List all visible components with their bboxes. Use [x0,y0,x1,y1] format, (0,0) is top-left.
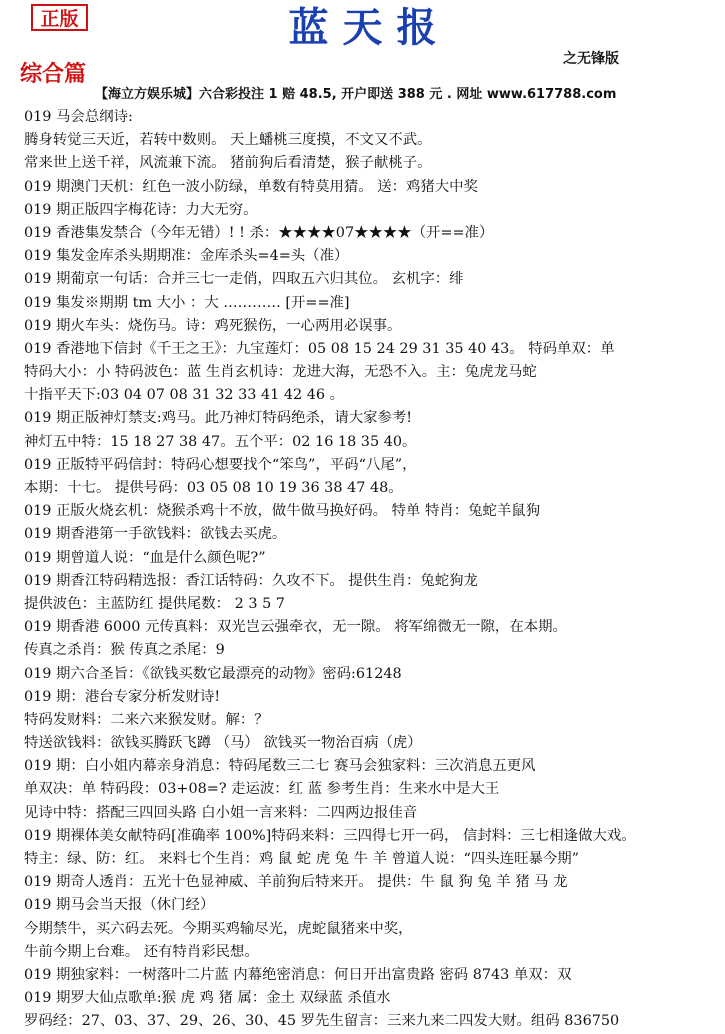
text-line: 传真之杀肖：猴 传真之杀尾：9 [24,642,225,659]
text-line: 019 期裸体美女献特码[准确率 100%]特码来料：三四得七开一码， 信封料：三七相逢做大戏。 [24,827,636,844]
text-line: 见诗中特：搭配三四回头路 白小姐一言来料：二四两边报佳音 [24,804,418,821]
text-line: 019 期罗大仙点歌单:猴 虎 鸡 猪 属：金土 双绿蓝 杀值水 [24,990,391,1007]
text-line: 019 集发金库杀头期期准：金库杀头=4=头（准） [24,248,349,265]
text-line: 019 期六合圣旨：《欲钱买数它最漂亮的动物》密码:61248 [24,665,402,682]
text-line: 特码发财料：二来六来猴发财。解：？ [24,711,269,728]
text-line: 019 期独家料：一树落叶二片蓝 内幕绝密消息：何日开出富贵路 密码 8743 单双：双 [24,966,572,983]
text-line: 牛前今期上台难。 还有特肖彩民想。 [24,943,259,960]
text-line: 特码大小：小 特码波色：蓝 生肖玄机诗：龙进大海，无恐不入。主：兔虎龙马蛇 [24,364,537,381]
text-line: 019 期正版神灯禁支:鸡马。此乃神灯特码绝杀，请大家参考! [24,410,413,427]
section-heading: 综合篇 [20,61,87,87]
text-line: 019 集发※期期 tm 大小 ：大 ………… [开==准] [24,294,350,311]
genuine-edition-badge: 正版 [31,4,88,31]
text-line: 019 期澳门天机：红色一波小防绿，单数有特莫用猜。 送：鸡猪大中奖 [24,178,478,195]
text-line: 019 马会总纲诗: [24,109,133,125]
text-line: 019 香港地下信封《千王之王》：九宝莲灯：05 08 15 24 29 31 35 40 43。 特码单双：单 [24,340,615,357]
text-line: 019 期葡京一句话：合并三七一走俏，四取五六归其位。 玄机字：绯 [24,271,464,288]
text-line: 019 香港集发禁合（今年无错）! ! 杀：★★★★07★★★★（开==准） [24,224,494,241]
text-line: 常来世上送千祥，风流兼下流。 猪前狗后看清楚，猴子献桃子。 [24,155,432,172]
text-line: 019 期：白小姐内幕亲身消息：特码尾数三二七 赛马会独家料：三次消息五更风 [24,758,536,775]
text-line: 019 期火车头：烧伤马。诗：鸡死猴伤，一心两用必误事。 [24,317,402,334]
text-line: 特主：绿、防：红。 来料七个生肖：鸡 鼠 蛇 虎 兔 牛 羊 曾道人说：“四头连旺暴今期” [24,851,579,867]
text-line: 019 期马会当天报（休门经） [24,897,215,914]
text-line: 今期禁牛，买六码去死。今期买鸡输尽光，虎蛇鼠猪来中奖， [24,920,413,937]
text-line: 本期：十七。 提供号码：03 05 08 10 19 36 38 47 48。 [24,480,403,496]
text-line: 019 期香江特码精选报：香江话特码：久攻不下。 提供生肖：兔蛇狗龙 [24,572,478,589]
text-line: 十指平天下:03 04 07 08 31 32 33 41 42 46 。 [24,387,345,404]
text-line: 019 正版火烧玄机：烧猴杀鸡十不放，做牛做马换好码。 特单 特肖：兔蛇羊鼠狗 [24,503,541,520]
text-line: 单双决：单 特码段：03+08=? 走运波：红 蓝 参考生肖：生来水中是大王 [24,781,500,798]
edition-label: 之无锋版 [563,51,619,67]
text-line: 神灯五中特：15 18 27 38 47。五个平：02 16 18 35 40。 [24,433,417,450]
text-line: 019 期曾道人说：“血是什么颜色呢?” [24,549,266,566]
text-line: 腾身转觉三天近，若转中数则。 天上蟠桃三度摸，不文又不武。 [24,132,432,149]
text-line: 019 期奇人透肖：五光十色显神威、羊前狗后特来开。 提供：牛 鼠 狗 兔 羊 猪 马 龙 [24,874,568,891]
newspaper-title: 蓝天报 [288,4,451,51]
text-line: 019 期香港 6000 元传真料：双光岂云强牵衣，无一隙。 将军绵微无一隙，在本期。 [24,619,567,636]
text-line: 019 期：港台专家分析发财诗! [24,688,221,705]
text-line: 019 期正版四字梅花诗：力大无穷。 [24,201,258,218]
text-line: 019 期香港第一手欲钱料：欲钱去买虎。 [24,526,287,543]
text-line: 提供波色：主蓝防红 提供尾数： 2 3 5 7 [24,595,285,612]
content-lines [24,106,714,1034]
text-line: 019 正版特平码信封：特码心想要找个“笨鸟”，平码“八尾”， [24,456,417,473]
text-line: 罗码经：27、03、37、29、26、30、45 罗先生留言：三来九来二四发大财。组码 836750 [24,1013,620,1030]
promo-banner: 【海立方娱乐城】六合彩投注 1 赔 48.5, 开户即送 388 元 . 网址 www.617788.com [95,87,617,102]
text-line: 特送欲钱料：欲钱买腾跃飞蹲 （马） 欲钱买一物治百病（虎） [24,735,422,752]
